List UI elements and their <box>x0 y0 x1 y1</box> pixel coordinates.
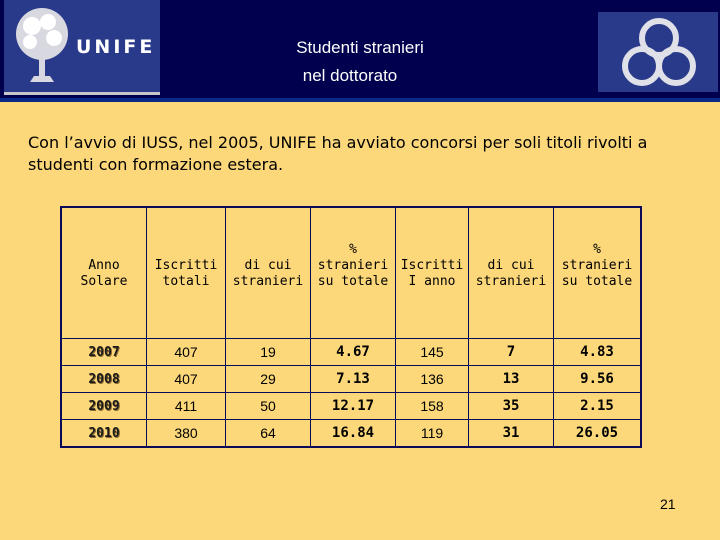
cell-percent-i-anno: 4.83 <box>554 339 642 366</box>
table-row <box>61 366 641 393</box>
cell-percent: 4.67 <box>311 339 396 366</box>
cell-iscritti-i-anno: 136 <box>396 366 469 393</box>
unife-logo <box>4 0 160 95</box>
header-bar <box>0 0 720 102</box>
header-percent-stranieri: % stranieri su totale <box>311 207 396 339</box>
cell-stranieri-i-anno: 31 <box>469 420 554 448</box>
header-iscritti-i-anno: Iscritti I anno <box>396 207 469 339</box>
cell-percent-i-anno: 26.05 <box>554 420 642 448</box>
cell-stranieri-i-anno: 7 <box>469 339 554 366</box>
cell-year: 2007 <box>61 339 147 366</box>
cell-iscritti-i-anno: 145 <box>396 339 469 366</box>
page-number: 21 <box>660 496 676 512</box>
cell-stranieri: 19 <box>226 339 311 366</box>
cell-iscritti-i-anno: 119 <box>396 420 469 448</box>
tree-logo-icon <box>10 4 74 88</box>
cell-stranieri: 50 <box>226 393 311 420</box>
cell-year: 2008 <box>61 366 147 393</box>
intro-text: Con l’avvio di IUSS, nel 2005, UNIFE ha avviato concorsi per soli titoli rivolti a studenti con formazione estera. <box>28 133 648 174</box>
header-anno-solare: Anno Solare <box>61 207 147 339</box>
cell-stranieri: 64 <box>226 420 311 448</box>
header-di-cui-stranieri-2: di cui stranieri <box>469 207 554 339</box>
cell-stranieri-i-anno: 35 <box>469 393 554 420</box>
page-title <box>230 34 490 90</box>
table-header-row <box>61 207 641 339</box>
cell-stranieri-i-anno: 13 <box>469 366 554 393</box>
table-row <box>61 420 641 448</box>
cell-iscritti-totali: 411 <box>147 393 226 420</box>
iuss-logo <box>598 12 718 92</box>
cell-percent-i-anno: 9.56 <box>554 366 642 393</box>
cell-year: 2010 <box>61 420 147 448</box>
brand-name: UNIFE <box>76 36 156 58</box>
title-line-2: nel dottorato <box>302 66 398 85</box>
cell-percent: 12.17 <box>311 393 396 420</box>
cell-percent: 16.84 <box>311 420 396 448</box>
cell-year: 2009 <box>61 393 147 420</box>
cell-iscritti-totali: 407 <box>147 339 226 366</box>
header-iscritti-totali: Iscritti totali <box>147 207 226 339</box>
cell-iscritti-totali: 407 <box>147 366 226 393</box>
header-di-cui-stranieri: di cui stranieri <box>226 207 311 339</box>
cell-iscritti-totali: 380 <box>147 420 226 448</box>
statistics-table <box>60 206 642 448</box>
cell-iscritti-i-anno: 158 <box>396 393 469 420</box>
cell-percent: 7.13 <box>311 366 396 393</box>
cell-stranieri: 29 <box>226 366 311 393</box>
header-percent-stranieri-2: % stranieri su totale <box>554 207 642 339</box>
title-line-1: Studenti stranieri <box>296 38 424 57</box>
cell-percent-i-anno: 2.15 <box>554 393 642 420</box>
table-row <box>61 393 641 420</box>
table-row <box>61 339 641 366</box>
three-rings-logo-icon <box>614 14 704 90</box>
